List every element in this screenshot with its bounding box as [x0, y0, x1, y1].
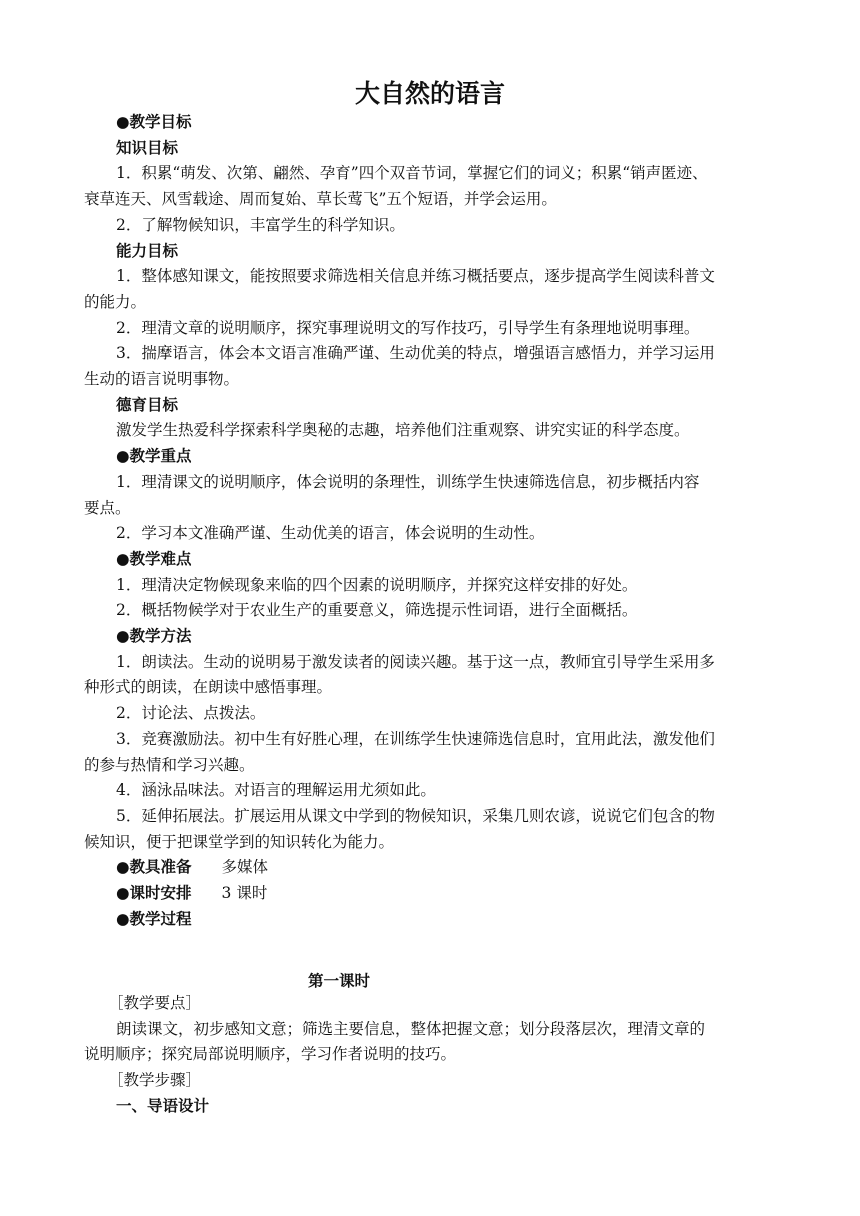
paragraph-line: 生动的语言说明事物。 — [84, 370, 240, 389]
paragraph-line: 的能力。 — [84, 292, 147, 311]
paragraph-line: 3．揣摩语言，体会本文语言准确严谨、生动优美的特点，增强语言感悟力，并学习运用 — [116, 344, 715, 363]
paragraph-line: 2．了解物候知识，丰富学生的科学知识。 — [116, 215, 405, 234]
paragraph-line: 2．理清文章的说明顺序，探究事理说明文的写作技巧，引导学生有条理地说明事理。 — [116, 318, 700, 337]
section-heading-process: ●教学过程 — [116, 909, 192, 928]
tools-value: 多媒体 — [221, 858, 269, 877]
paragraph-line: 4．涵泳品味法。对语言的理解运用尤须如此。 — [116, 781, 436, 800]
section-heading-methods: ●教学方法 — [116, 627, 192, 646]
subheading-moral: 德育目标 — [116, 395, 179, 414]
section-heading-difficulties: ●教学难点 — [116, 549, 192, 568]
paragraph-line: 的参与热情和学习兴趣。 — [84, 755, 255, 774]
subheading-knowledge: 知识目标 — [116, 138, 179, 157]
paragraph-line: 3．竞赛激励法。初中生有好胜心理，在训练学生快速筛选信息时，宜用此法，激发他们 — [116, 729, 715, 748]
lesson-plan-body — [84, 110, 780, 933]
paragraph-line: 2．学习本文准确严谨、生动优美的语言，体会说明的生动性。 — [116, 524, 545, 543]
paragraph-line: 候知识，便于把课堂学到的知识转化为能力。 — [84, 832, 395, 851]
paragraph-line: 1．理清课文的说明顺序，体会说明的条理性，训练学生快速筛选信息，初步概括内容 — [116, 472, 700, 491]
section-heading-key-points: ●教学重点 — [116, 447, 192, 466]
subheading-ability: 能力目标 — [116, 241, 179, 260]
paragraph-line: 朗读课文，初步感知文意；筛选主要信息，整体把握文意；划分段落层次，理清文章的 — [116, 1019, 706, 1038]
paragraph-line: 5．延伸拓展法。扩展运用从课文中学到的物候知识，采集几则农谚，说说它们包含的物 — [116, 806, 715, 825]
hours-line — [84, 881, 780, 907]
paragraph-line: 种形式的朗读，在朗读中感悟事理。 — [84, 678, 333, 697]
lesson-heading: 第一课时 — [307, 972, 370, 990]
section-heading-hours: ●课时安排 — [116, 884, 192, 903]
paragraph-line: 激发学生热爱科学探索科学奥秘的志趣，培养他们注重观察、讲究实证的科学态度。 — [116, 421, 690, 440]
section-heading-tools: ●教具准备 — [116, 858, 192, 877]
paragraph-line: 1．理清决定物候现象来临的四个因素的说明顺序，并探究这样安排的好处。 — [116, 575, 638, 594]
paragraph-line: 说明顺序；探究局部说明顺序，学习作者说明的技巧。 — [84, 1045, 457, 1064]
paragraph-line: 1．积累“萌发、次第、翩然、孕育”四个双音节词，掌握它们的词义；积累“销声匿迹、 — [116, 164, 708, 183]
paragraph-line: 2．概括物候学对于农业生产的重要意义，筛选提示性词语，进行全面概括。 — [116, 601, 638, 620]
subheading-steps: ［教学步骤］ — [108, 1071, 202, 1090]
paragraph-line: 衰草连天、风雪载途、周而复始、草长莺飞”五个短语，并学会运用。 — [84, 190, 557, 209]
paragraph-line: 要点。 — [84, 498, 131, 517]
step-heading: 一、导语设计 — [116, 1096, 210, 1115]
lesson-one-body — [84, 991, 780, 1120]
subheading-points: ［教学要点］ — [108, 994, 202, 1012]
paragraph-line: 1．朗读法。生动的说明易于激发读者的阅读兴趣。基于这一点，教师宜引导学生采用多 — [116, 652, 715, 671]
hours-value: 3 课时 — [221, 884, 268, 903]
document-title: 大自然的语言 — [354, 79, 505, 108]
paragraph-line: 2．讨论法、点拨法。 — [116, 704, 266, 723]
tools-line — [84, 855, 780, 881]
section-heading-goals: ●教学目标 — [116, 113, 192, 131]
paragraph-line: 1．整体感知课文，能按照要求筛选相关信息并练习概括要点，逐步提高学生阅读科普文 — [116, 267, 715, 286]
